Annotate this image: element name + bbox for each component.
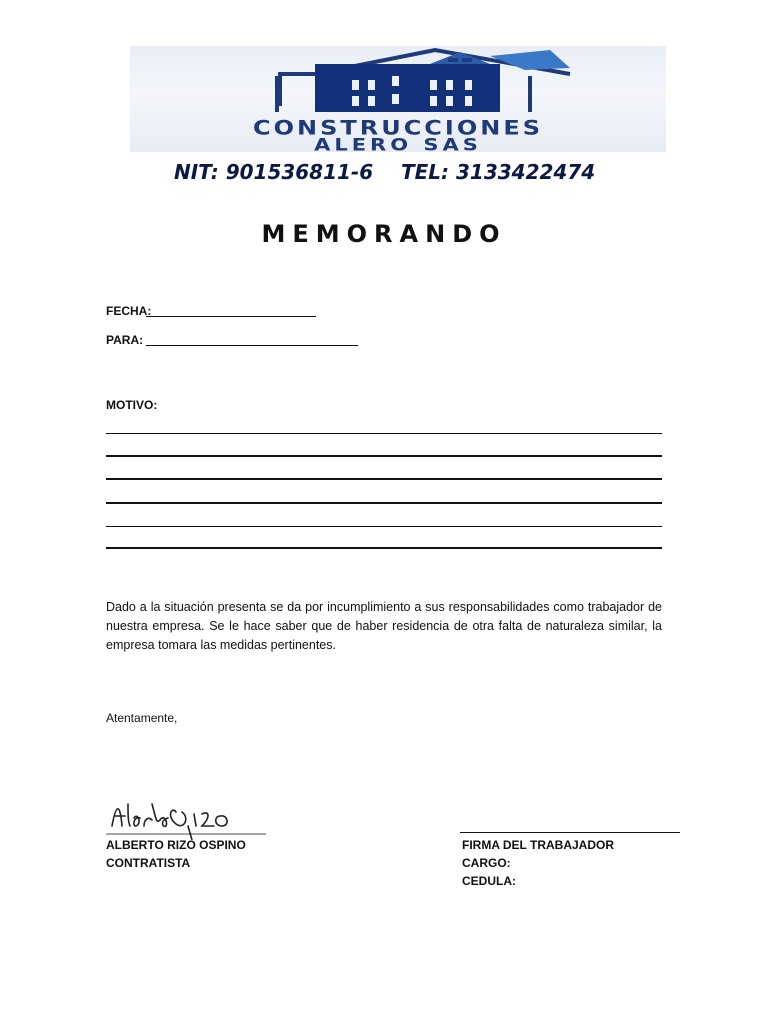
logo-company-name: CONSTRUCCIONES (252, 116, 544, 140)
page-title: MEMORANDO (261, 220, 507, 248)
fecha-blank-line[interactable] (146, 316, 316, 317)
motivo-line[interactable] (106, 547, 662, 549)
motivo-line[interactable] (106, 455, 662, 457)
motivo-line[interactable] (106, 526, 662, 527)
handwritten-signature (106, 796, 276, 840)
worker-signature-label: FIRMA DEL TRABAJADOR (462, 838, 614, 852)
motivo-line[interactable] (106, 478, 662, 480)
body-paragraph: Dado a la situación presenta se da por incumplimiento a sus responsabilidades como trabajador de nuestra empresa. Se le hace saber que de haber residencia de otra falta de naturaleza similar, la empresa tomara las medidas pertinentes. (106, 600, 662, 652)
para-blank-line[interactable] (146, 345, 358, 346)
logo-company-suffix: ALERO SAS (314, 135, 482, 152)
signer-role: CONTRATISTA (106, 856, 191, 870)
signer-name: ALBERTO RIZO OSPINO (106, 838, 246, 852)
cedula-label: CEDULA: (462, 874, 516, 888)
closing-text: Atentamente, (106, 711, 178, 725)
motivo-line[interactable] (106, 433, 662, 434)
motivo-line[interactable] (106, 502, 662, 504)
fecha-label: FECHA: (106, 304, 152, 318)
nit-phone-line: NIT: 901536811-6 TEL: 3133422474 (174, 160, 596, 184)
worker-signature-line[interactable] (460, 832, 680, 833)
cargo-label: CARGO: (462, 856, 511, 870)
company-logo (130, 46, 666, 152)
motivo-label: MOTIVO: (106, 398, 158, 412)
para-label: PARA: (106, 333, 144, 347)
